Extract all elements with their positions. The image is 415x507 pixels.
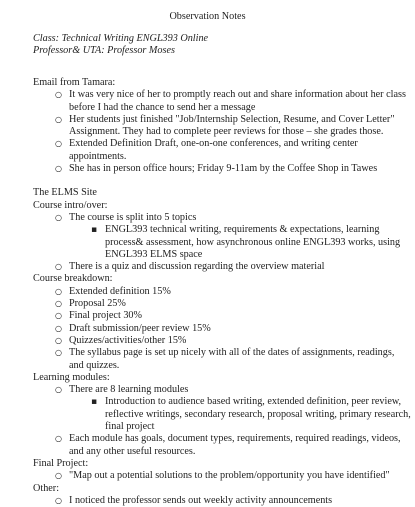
circle-bullet-icon: ○ xyxy=(55,286,62,296)
circle-bullet-icon: ○ xyxy=(55,471,62,481)
other-list xyxy=(33,495,411,507)
notes-body xyxy=(33,77,411,507)
breakdown-item: ○ Final project 30% xyxy=(55,310,142,322)
intro-heading: Course intro/over: xyxy=(33,199,108,211)
class-info xyxy=(33,33,208,58)
modules-subitem: ▪ Introduction to audience based writing, extended definition, peer review, reflective writings, secondary research, proposal writing, primary research, final project xyxy=(91,396,411,433)
modules-list xyxy=(33,384,411,458)
professor-line: Professor& UTA: Professor Moses xyxy=(33,45,175,57)
circle-bullet-icon: ○ xyxy=(55,348,62,358)
square-bullet-icon: ▪ xyxy=(91,225,98,236)
intro-list xyxy=(33,212,411,273)
circle-bullet-icon: ○ xyxy=(55,212,62,222)
circle-bullet-icon: ○ xyxy=(55,262,62,272)
class-line: Class: Technical Writing ENGL393 Online xyxy=(33,33,209,44)
intro-item: ○ There is a quiz and discussion regarding the overview material xyxy=(55,261,325,273)
intro-subitem: ▪ ENGL393 technical writing, requirements & expectations, learning process& assessment, how asynchronous online ENGL393 works, using ENGL393 ELMS space xyxy=(91,224,401,260)
breakdown-item: ○ The syllabus page is set up nicely with all of the dates of assignments, readings, and quizzes. xyxy=(55,347,395,371)
circle-bullet-icon: ○ xyxy=(55,434,62,444)
breakdown-item: ○ Quizzes/activities/other 15% xyxy=(55,334,187,346)
elms-heading: The ELMS Site xyxy=(33,187,97,199)
breakdown-list xyxy=(33,286,411,372)
circle-bullet-icon: ○ xyxy=(55,323,62,333)
final-list xyxy=(33,470,411,482)
circle-bullet-icon: ○ xyxy=(55,495,62,505)
email-item: ○ Extended Definition Draft, one-on-one conferences, and writing center appointments. xyxy=(55,138,358,162)
circle-bullet-icon: ○ xyxy=(55,299,62,309)
email-heading: Email from Tamara: xyxy=(33,77,116,88)
circle-bullet-icon: ○ xyxy=(55,139,62,149)
modules-heading: Learning modules: xyxy=(33,371,110,383)
circle-bullet-icon: ○ xyxy=(55,164,62,174)
breakdown-item: ○ Extended definition 15% xyxy=(55,285,171,297)
intro-item: ○ The course is split into 5 topics xyxy=(55,211,197,223)
circle-bullet-icon: ○ xyxy=(55,311,62,321)
email-item: ○ She has in person office hours; Friday 9-11am by the Coffee Shop in Tawes xyxy=(55,163,378,175)
document-title: Observation Notes xyxy=(169,11,246,22)
email-item: ○ It was very nice of her to promptly reach out and share information about her class before I had the chance to send her a message xyxy=(55,89,406,113)
other-heading: Other: xyxy=(33,482,60,494)
circle-bullet-icon: ○ xyxy=(55,335,62,345)
breakdown-item: ○ Proposal 25% xyxy=(55,298,126,310)
breakdown-heading: Course breakdown: xyxy=(33,273,113,285)
final-heading: Final Project: xyxy=(33,457,89,469)
other-item: ○ I noticed the professor sends out weekly activity announcements xyxy=(55,494,333,506)
final-item: ○ "Map out a potential solutions to the problem/opportunity you have identified" xyxy=(55,470,390,482)
circle-bullet-icon: ○ xyxy=(55,90,62,100)
breakdown-item: ○ Draft submission/peer review 15% xyxy=(55,322,211,334)
modules-item: ○ Each module has goals, document types, requirements, required readings, videos, and any other useful resources. xyxy=(55,433,401,457)
email-list xyxy=(33,89,411,175)
square-bullet-icon: ▪ xyxy=(91,397,98,408)
circle-bullet-icon: ○ xyxy=(55,114,62,124)
email-item: ○ Her students just finished "Job/Internship Selection, Resume, and Cover Letter" Assignment. They had to complete peer reviews for those – she grades those. xyxy=(55,113,395,138)
circle-bullet-icon: ○ xyxy=(55,385,62,395)
modules-item: ○ There are 8 learning modules xyxy=(55,384,189,396)
